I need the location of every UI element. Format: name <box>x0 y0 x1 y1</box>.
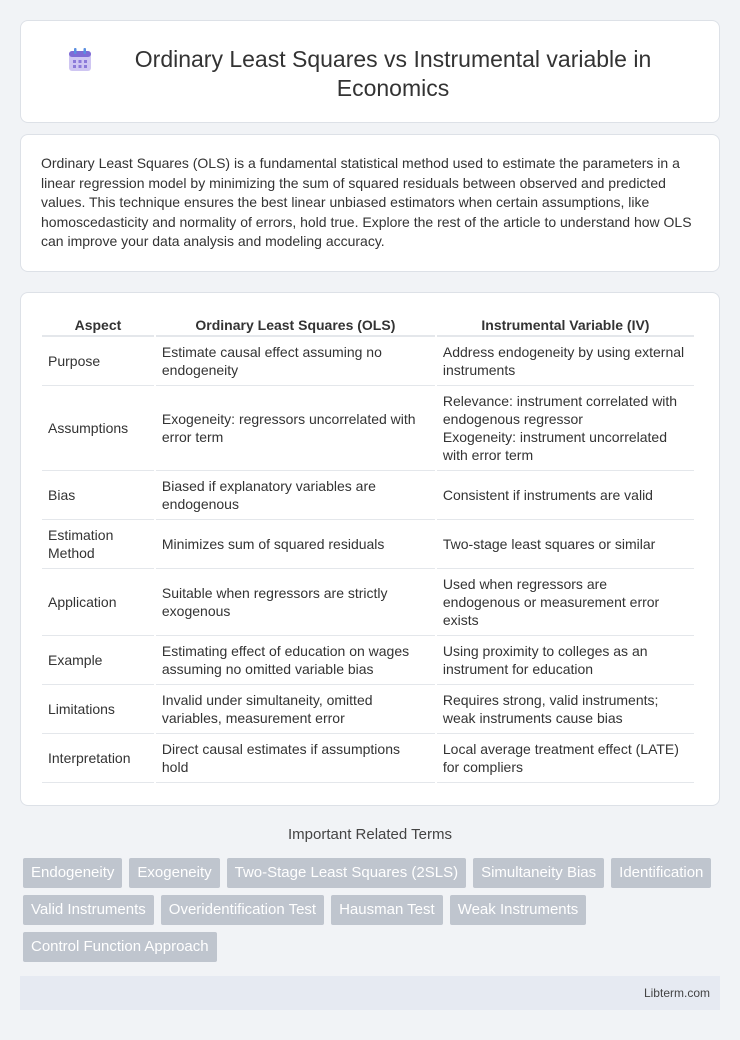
cell-aspect: Limitations <box>42 685 154 734</box>
cell-iv: Address endogeneity by using external instruments <box>437 337 694 386</box>
cell-ols: Invalid under simultaneity, omitted variables, measurement error <box>156 685 435 734</box>
cell-iv: Using proximity to colleges as an instrument for education <box>437 636 694 685</box>
header-iv: Instrumental Variable (IV) <box>437 315 694 337</box>
related-term-tag[interactable]: Two-Stage Least Squares (2SLS) <box>227 858 466 888</box>
table-row <box>42 520 694 569</box>
header-aspect: Aspect <box>42 315 154 337</box>
footer <box>20 976 720 1010</box>
table-row <box>42 636 694 685</box>
cell-aspect: Application <box>42 569 154 636</box>
cell-aspect: Estimation Method <box>42 520 154 569</box>
cell-aspect: Bias <box>42 471 154 520</box>
table-row <box>42 685 694 734</box>
cell-iv: Consistent if instruments are valid <box>437 471 694 520</box>
related-terms-list <box>23 858 713 962</box>
cell-ols: Estimating effect of education on wages assuming no omitted variable bias <box>156 636 435 685</box>
related-term-tag[interactable]: Identification <box>611 858 711 888</box>
related-term-tag[interactable]: Control Function Approach <box>23 932 217 962</box>
cell-iv: Relevance: instrument correlated with endogenous regressor Exogeneity: instrument uncorrelated with error term <box>437 386 694 471</box>
cell-iv: Requires strong, valid instruments; weak instruments cause bias <box>437 685 694 734</box>
table-row <box>42 734 694 783</box>
related-term-tag[interactable]: Exogeneity <box>129 858 219 888</box>
table-header-row <box>42 315 694 337</box>
calendar-icon <box>67 47 93 73</box>
cell-iv: Local average treatment effect (LATE) for compliers <box>437 734 694 783</box>
comparison-table-card <box>20 292 720 806</box>
comparison-table <box>40 315 696 783</box>
cell-aspect: Purpose <box>42 337 154 386</box>
title-row <box>21 21 719 103</box>
table-row <box>42 471 694 520</box>
cell-aspect: Assumptions <box>42 386 154 471</box>
table-row <box>42 386 694 471</box>
related-term-tag[interactable]: Hausman Test <box>331 895 443 925</box>
cell-ols: Suitable when regressors are strictly exogenous <box>156 569 435 636</box>
cell-ols: Biased if explanatory variables are endogenous <box>156 471 435 520</box>
cell-ols: Minimizes sum of squared residuals <box>156 520 435 569</box>
related-term-tag[interactable]: Weak Instruments <box>450 895 587 925</box>
cell-aspect: Interpretation <box>42 734 154 783</box>
cell-ols: Estimate causal effect assuming no endogeneity <box>156 337 435 386</box>
related-term-tag[interactable]: Valid Instruments <box>23 895 154 925</box>
table-row <box>42 337 694 386</box>
related-terms-title: Important Related Terms <box>288 826 452 843</box>
cell-ols: Exogeneity: regressors uncorrelated with error term <box>156 386 435 471</box>
cell-iv: Two-stage least squares or similar <box>437 520 694 569</box>
intro-card <box>20 134 720 272</box>
related-term-tag[interactable]: Simultaneity Bias <box>473 858 604 888</box>
intro-paragraph: Ordinary Least Squares (OLS) is a fundamental statistical method used to estimate the parameters in a linear regression model by minimizing the sum of squared residuals between observed and predicted values. This technique ensures the best linear unbiased estimators when certain assumptions, like homoscedasticity and normality of errors, hold true. Explore the rest of the article to understand how OLS can improve your data analysis and modeling accuracy. <box>41 155 692 249</box>
cell-ols: Direct causal estimates if assumptions hold <box>156 734 435 783</box>
title-card <box>20 20 720 123</box>
related-term-tag[interactable]: Endogeneity <box>23 858 122 888</box>
table-row <box>42 569 694 636</box>
cell-iv: Used when regressors are endogenous or measurement error exists <box>437 569 694 636</box>
related-term-tag[interactable]: Overidentification Test <box>161 895 324 925</box>
page-title: Ordinary Least Squares vs Instrumental variable in Economics <box>134 46 652 101</box>
cell-aspect: Example <box>42 636 154 685</box>
footer-brand-link[interactable]: Libterm.com <box>643 986 710 1000</box>
header-ols: Ordinary Least Squares (OLS) <box>156 315 435 337</box>
